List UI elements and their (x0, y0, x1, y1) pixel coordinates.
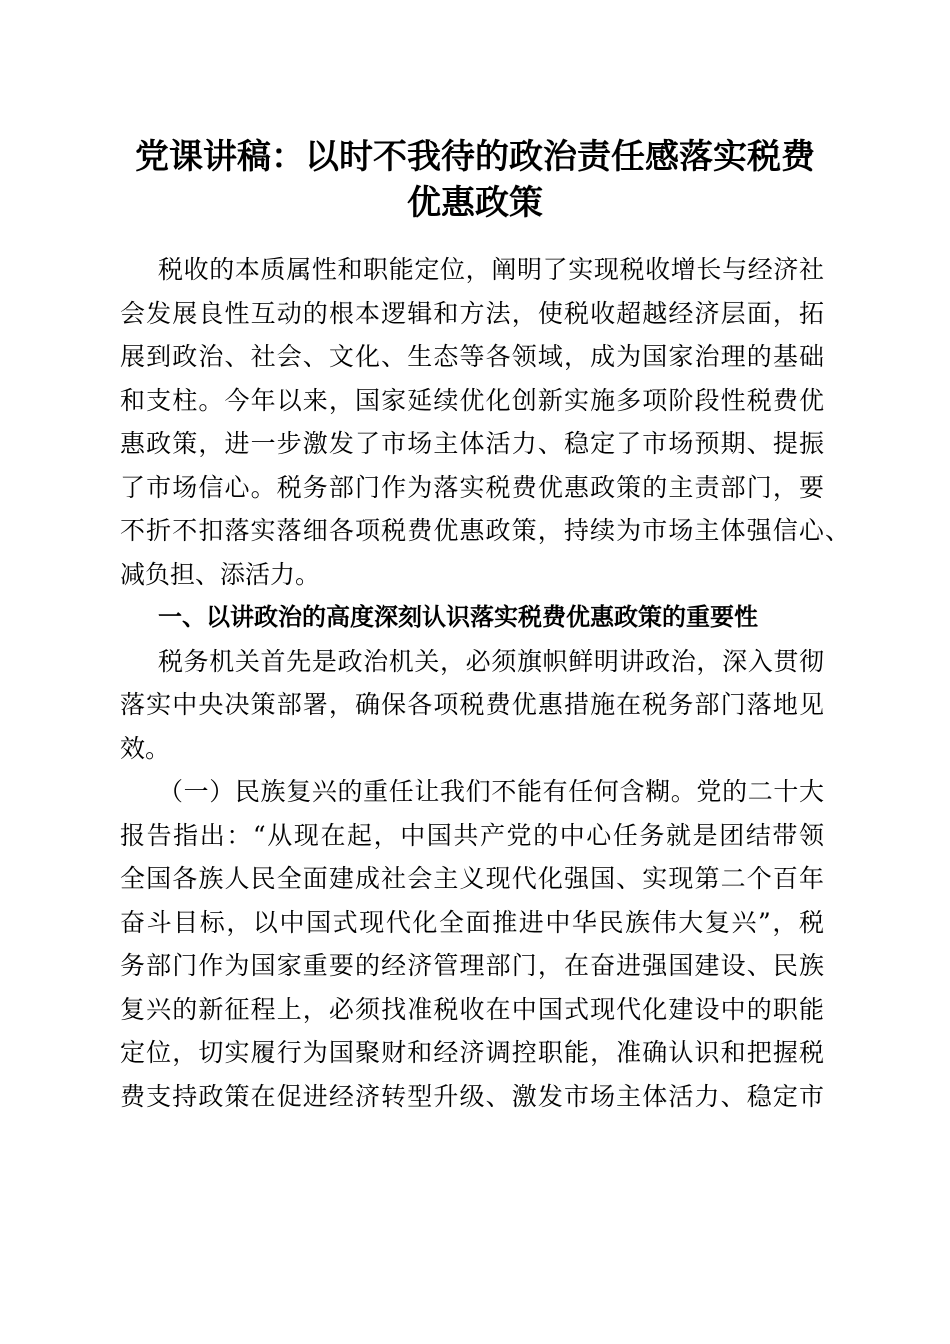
text-line: 不折不扣落实落细各项税费优惠政策，持续为市场主体强信心、 (120, 516, 850, 545)
text-line: 全国各族人民全面建成社会主义现代化强国、实现第二个百年 (120, 864, 824, 893)
paragraph-section-intro (120, 640, 824, 771)
text-line: 税务机关首先是政治机关，必须旗帜鲜明讲政治，深入贯彻 (158, 646, 824, 676)
paragraph-intro (120, 248, 850, 596)
text-line: 展到政治、社会、文化、生态等各领域，成为国家治理的基础 (120, 342, 824, 371)
text-line: 费支持政策在促进经济转型升级、激发市场主体活力、稳定市 (120, 1081, 824, 1111)
text-line: 了市场信心。税务部门作为落实税费优惠政策的主责部门，要 (120, 472, 824, 502)
text-line: 减负担、添活力。 (120, 559, 321, 589)
document-title (100, 134, 850, 226)
title-line-2: 优惠政策 (407, 183, 543, 223)
text-line: 奋斗目标，以中国式现代化全面推进中华民族伟大复兴”，税 (120, 907, 824, 937)
text-line: 和支柱。今年以来，国家延续优化创新实施多项阶段性税费优 (120, 385, 824, 415)
text-line: 定位，切实履行为国聚财和经济调控职能，准确认识和把握税 (120, 1038, 824, 1067)
text-line: 复兴的新征程上，必须找准税收在中国式现代化建设中的职能 (120, 994, 824, 1024)
text-line: 会发展良性互动的根本逻辑和方法，使税收超越经济层面，拓 (120, 298, 824, 328)
text-line: 效。 (120, 733, 171, 763)
paragraph-subsection-1 (120, 770, 824, 1118)
text-line: 税收的本质属性和职能定位，阐明了实现税收增长与经济社 (158, 255, 824, 284)
document-body (120, 248, 850, 1118)
text-line: 务部门作为国家重要的经济管理部门，在奋进强国建设、民族 (120, 951, 824, 980)
title-line-1: 党课讲稿：以时不我待的政治责任感落实税费 (135, 137, 815, 177)
text-line: （一）民族复兴的重任让我们不能有任何含糊。党的二十大 (158, 777, 824, 806)
text-line: 惠政策，进一步激发了市场主体活力、稳定了市场预期、提振 (120, 429, 824, 458)
text-line: 落实中央决策部署，确保各项税费优惠措施在税务部门落地见 (120, 690, 824, 719)
text-line: 报告指出：“从现在起，中国共产党的中心任务就是团结带领 (120, 820, 824, 850)
section-heading: 一、以讲政治的高度深刻认识落实税费优惠政策的重要性 (158, 603, 758, 631)
